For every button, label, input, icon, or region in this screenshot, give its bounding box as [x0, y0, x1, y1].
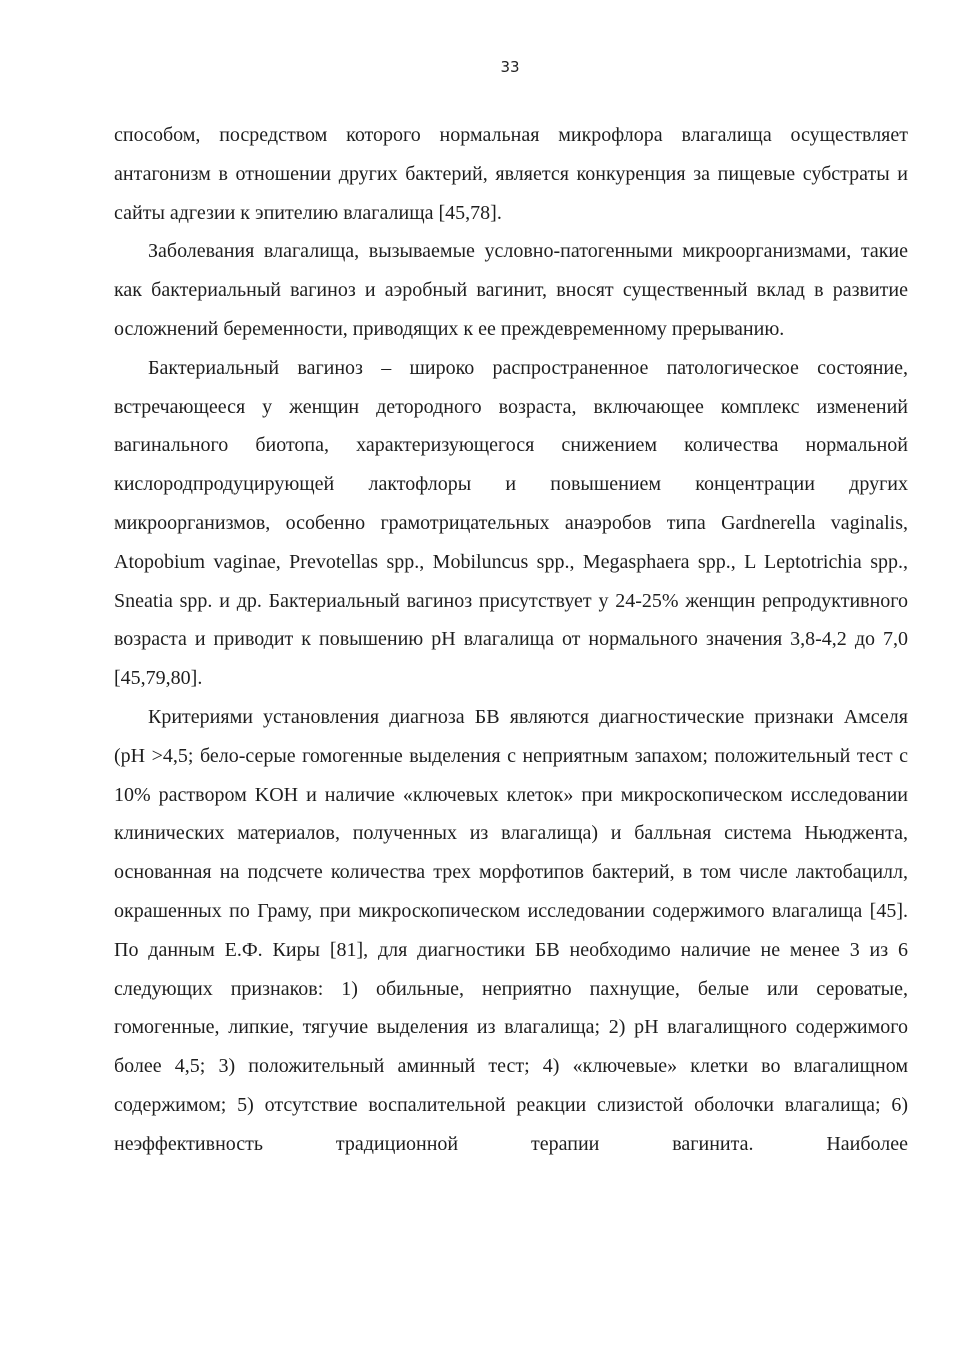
body-text [114, 116, 908, 1164]
paragraph-3: Бактериальный вагиноз – широко распространенное патологическое состояние, встречающееся у женщин детородного возраста, включающее комплекс изменений вагинального биотопа, характеризующегося снижением количества нормальной кислородпродуцирующей лактофлоры и повышением концентрации других микроорганизмов, особенно грамотрицательных анаэробов типа Gardnerella vaginalis, Atopobium vaginae, Prevotellas spp., Mobiluncus spp., Megasphaera spp., L Leptotrichia spp., Sneatia spp. и др. Бактериальный вагиноз присутствует у 24-25% женщин репродуктивного возраста и приводит к повышению pH влагалища от нормального значения 3,8-4,2 до 7,0 [45,79,80]. [114, 356, 908, 690]
paragraph-4: Критериями установления диагноза БВ являются диагностические признаки Амселя (pH >4,5; бело-серые гомогенные выделения с неприятным запахом; положительный тест с 10% раствором KOH и наличие «ключевых клеток» при микроскопическом исследовании клинических материалов, полученных из влагалища) и балльная система Ньюджента, основанная на подсчете количества трех морфотипов бактерий, в том числе лактобацилл, окрашенных по Граму, при микроскопическом исследовании содержимого влагалища [45]. По данным Е.Ф. Киры [81], для диагностики БВ необходимо наличие не менее 3 из 6 следующих признаков: 1) обильные, неприятно пахнущие, белые или сероватые, гомогенные, липкие, тягучие выделения из влагалища; 2) pH влагалищного содержимого более 4,5; 3) положительный аминный тест; 4) «ключевые» клетки во влагалищном содержимом; 5) отсутствие воспалительной реакции слизистой оболочки влагалища; 6) неэффективность традиционной терапии вагинита. Наиболее [114, 705, 908, 1155]
paragraph-2: Заболевания влагалища, вызываемые условно-патогенными микроорганизмами, такие как бактериальный вагиноз и аэробный вагинит, вносят существенный вклад в развитие осложнений беременности, приводящих к ее преждевременному прерыванию. [114, 240, 908, 340]
page-number: 33 [500, 58, 520, 76]
paragraph-1: способом, посредством которого нормальная микрофлора влагалища осуществляет антагонизм в отношении других бактерий, является конкуренция за пищевые субстраты и сайты адгезии к эпителию влагалища [45,78]. [114, 124, 908, 224]
